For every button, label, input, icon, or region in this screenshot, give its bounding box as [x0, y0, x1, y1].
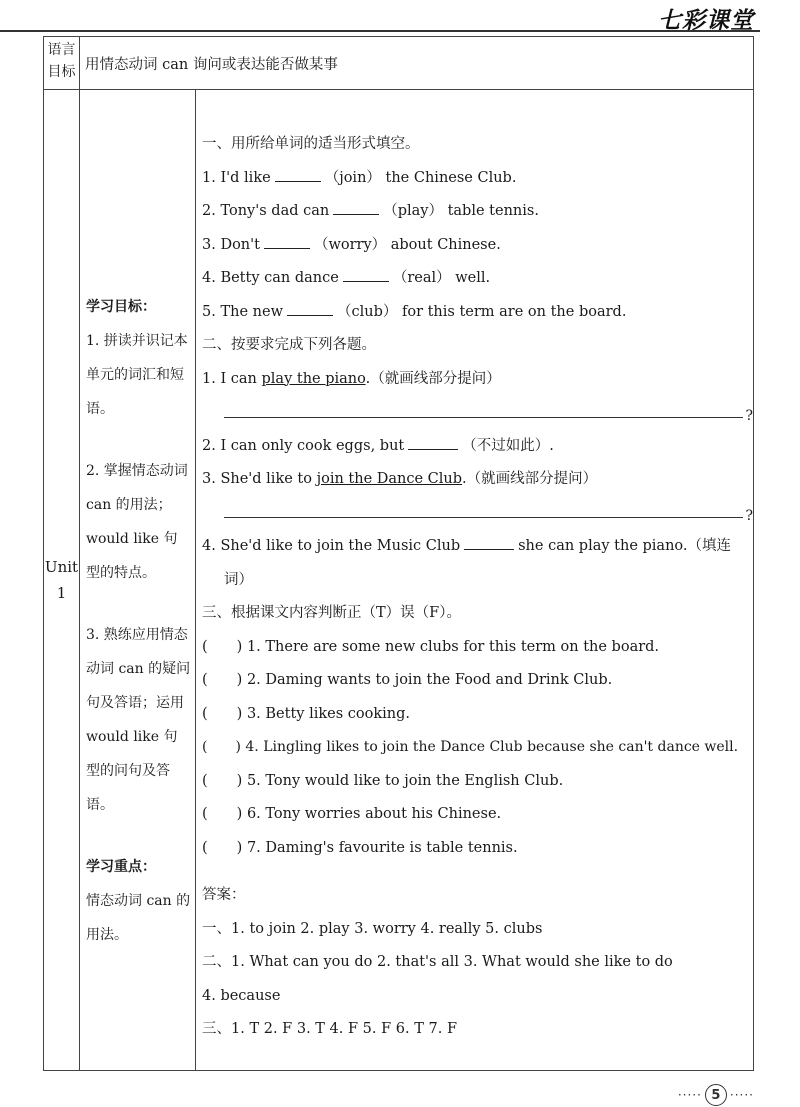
section3-title: 三、根据课文内容判断正（T）误（F）。 [202, 605, 461, 621]
objectives-cell [80, 90, 196, 1071]
lesson-table [43, 36, 754, 1071]
exercises-cell [196, 90, 754, 1071]
objective-item: 2. 掌握情态动词 can 的用法；would like 句型的特点。 [86, 463, 188, 581]
footer-dots-right: ····· [729, 1088, 754, 1102]
unit-number: 1 [56, 584, 67, 602]
answer-blank[interactable] [343, 267, 389, 282]
answers-heading: 答案： [202, 887, 246, 903]
goal-text: 用情态动词 can 询问或表达能否做某事 [80, 37, 754, 90]
key-point: 情态动词 can 的用法。 [86, 893, 191, 943]
question-item: 4. She'd like to join the Music Club she can play the piano.（填连 [202, 530, 753, 564]
answer-line-text: 一、1. to join 2. play 3. worry 4. really 5. clubs [202, 920, 543, 937]
brand-logo: 七彩课堂 [658, 8, 754, 34]
header-rule [0, 30, 760, 32]
question-item: 2. I can only cook eggs, but （不过如此）. [202, 430, 753, 464]
tf-paren[interactable]: ( ) [202, 672, 243, 688]
answer-line-text: 三、1. T 2. F 3. T 4. F 5. F 6. T 7. F [202, 1021, 458, 1037]
fill-item: 4. Betty can dance （real） well. [202, 262, 753, 296]
question-item-continued: 词） [224, 571, 253, 588]
answer-line-text: 二、1. What can you do 2. that's all 3. What would she like to do [202, 954, 673, 970]
tf-paren[interactable]: ( ) [202, 739, 241, 755]
question-item: 1. I can play the piano.（就画线部分提问） [202, 370, 501, 387]
unit-cell [44, 90, 80, 1071]
tf-paren[interactable]: ( ) [202, 705, 243, 722]
tf-item: ( ) 4. Lingling likes to join the Dance Club because she can't dance well. [202, 739, 739, 755]
tf-item: ( ) 7. Daming's favourite is table tennis. [202, 839, 518, 856]
unit-word: Unit [44, 558, 79, 576]
answer-blank[interactable] [333, 200, 379, 215]
key-points-heading: 学习重点： [86, 859, 156, 875]
answer-blank[interactable] [264, 234, 310, 249]
section1-title: 一、用所给单词的适当形式填空。 [202, 136, 420, 152]
page-footer [678, 1084, 754, 1106]
answer-blank[interactable] [287, 301, 333, 316]
tf-item: ( ) 6. Tony worries about his Chinese. [202, 806, 502, 822]
tf-paren[interactable]: ( ) [202, 772, 243, 789]
tf-item: ( ) 3. Betty likes cooking. [202, 705, 410, 722]
objective-item: 3. 熟练应用情态动词 can 的疑问句及答语；运用 would like 句型的问句及答语。 [86, 627, 191, 813]
tf-paren[interactable]: ( ) [202, 806, 243, 822]
goal-label: 语言目标 [44, 37, 80, 90]
answer-blank[interactable] [408, 435, 458, 450]
tf-paren[interactable]: ( ) [202, 839, 243, 856]
footer-dots-left: ····· [677, 1088, 702, 1102]
question-item: 3. She'd like to join the Dance Club.（就画线部分提问） [202, 471, 598, 487]
answer-line[interactable]: ? [202, 396, 753, 430]
answer-line-text: 4. because [202, 987, 281, 1004]
objective-item: 1. 拼读并识记本单元的词汇和短语。 [86, 333, 188, 417]
tf-paren[interactable]: ( ) [202, 638, 243, 655]
tf-item: ( ) 5. Tony would like to join the English Club. [202, 772, 564, 789]
answer-line[interactable]: ? [202, 497, 753, 531]
fill-item: 3. Don't （worry） about Chinese. [202, 229, 753, 263]
fill-item: 2. Tony's dad can （play） table tennis. [202, 195, 753, 229]
answer-blank[interactable] [464, 535, 514, 550]
section2-title: 二、按要求完成下列各题。 [202, 337, 376, 353]
fill-item: 1. I'd like （join） the Chinese Club. [202, 162, 753, 196]
objectives-heading: 学习目标： [86, 299, 156, 315]
tf-item: ( ) 1. There are some new clubs for this term on the board. [202, 638, 660, 655]
tf-item: ( ) 2. Daming wants to join the Food and Drink Club. [202, 672, 613, 688]
fill-item: 5. The new （club） for this term are on the board. [202, 296, 753, 330]
answer-blank[interactable] [275, 167, 321, 182]
page-number: 5 [705, 1084, 727, 1106]
